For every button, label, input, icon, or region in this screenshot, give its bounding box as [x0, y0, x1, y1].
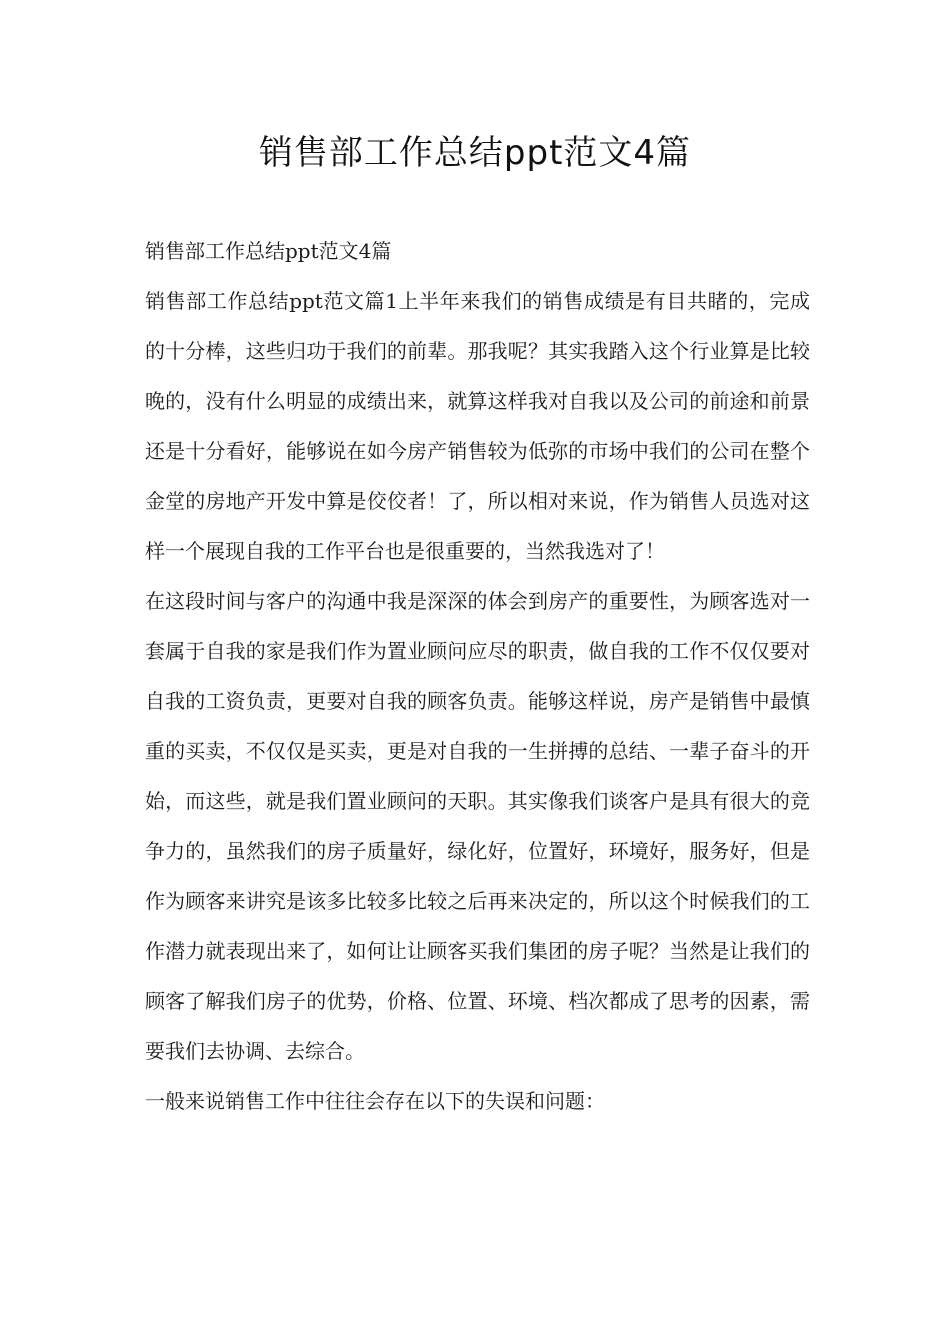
paragraph-subtitle: 销售部工作总结ppt范文4篇 [145, 239, 392, 263]
document-title: 销售部工作总结ppt范文4篇 [258, 133, 692, 173]
paragraph-3: 一般来说销售工作中往往会存在以下的失误和问题： [145, 1089, 605, 1113]
paragraph-1: 销售部工作总结ppt范文篇1上半年来我们的销售成绩是有目共睹的，完成的十分棒，这些归功于我们的前辈。那我呢？其实我踏入这个行业算是比较晚的，没有什么明显的成绩出来，就算这样我对自我以及公司的前途和前景还是十分看好，能够说在如今房产销售较为低弥的市场中我们的公司在整个金堂的房地产开发中算是佼佼者！了，所以相对来说，作为销售人员选对这样一个展现自我的工作平台也是很重要的，当然我选对了！ [145, 289, 810, 563]
document-body [145, 226, 810, 1126]
paragraph-2: 在这段时间与客户的沟通中我是深深的体会到房产的重要性，为顾客选对一套属于自我的家是我们作为置业顾问应尽的职责，做自我的工作不仅仅要对自我的工资负责，更要对自我的顾客负责。能够这样说，房产是销售中最慎重的买卖，不仅仅是买卖，更是对自我的一生拼搏的总结、一辈子奋斗的开始，而这些，就是我们置业顾问的天职。其实像我们谈客户是具有很大的竞争力的，虽然我们的房子质量好，绿化好，位置好，环境好，服务好，但是作为顾客来讲究是该多比较多比较之后再来决定的，所以这个时候我们的工作潜力就表现出来了，如何让让顾客买我们集团的房子呢？当然是让我们的顾客了解我们房子的优势，价格、位置、环境、档次都成了思考的因素，需要我们去协调、去综合。 [145, 589, 810, 1063]
